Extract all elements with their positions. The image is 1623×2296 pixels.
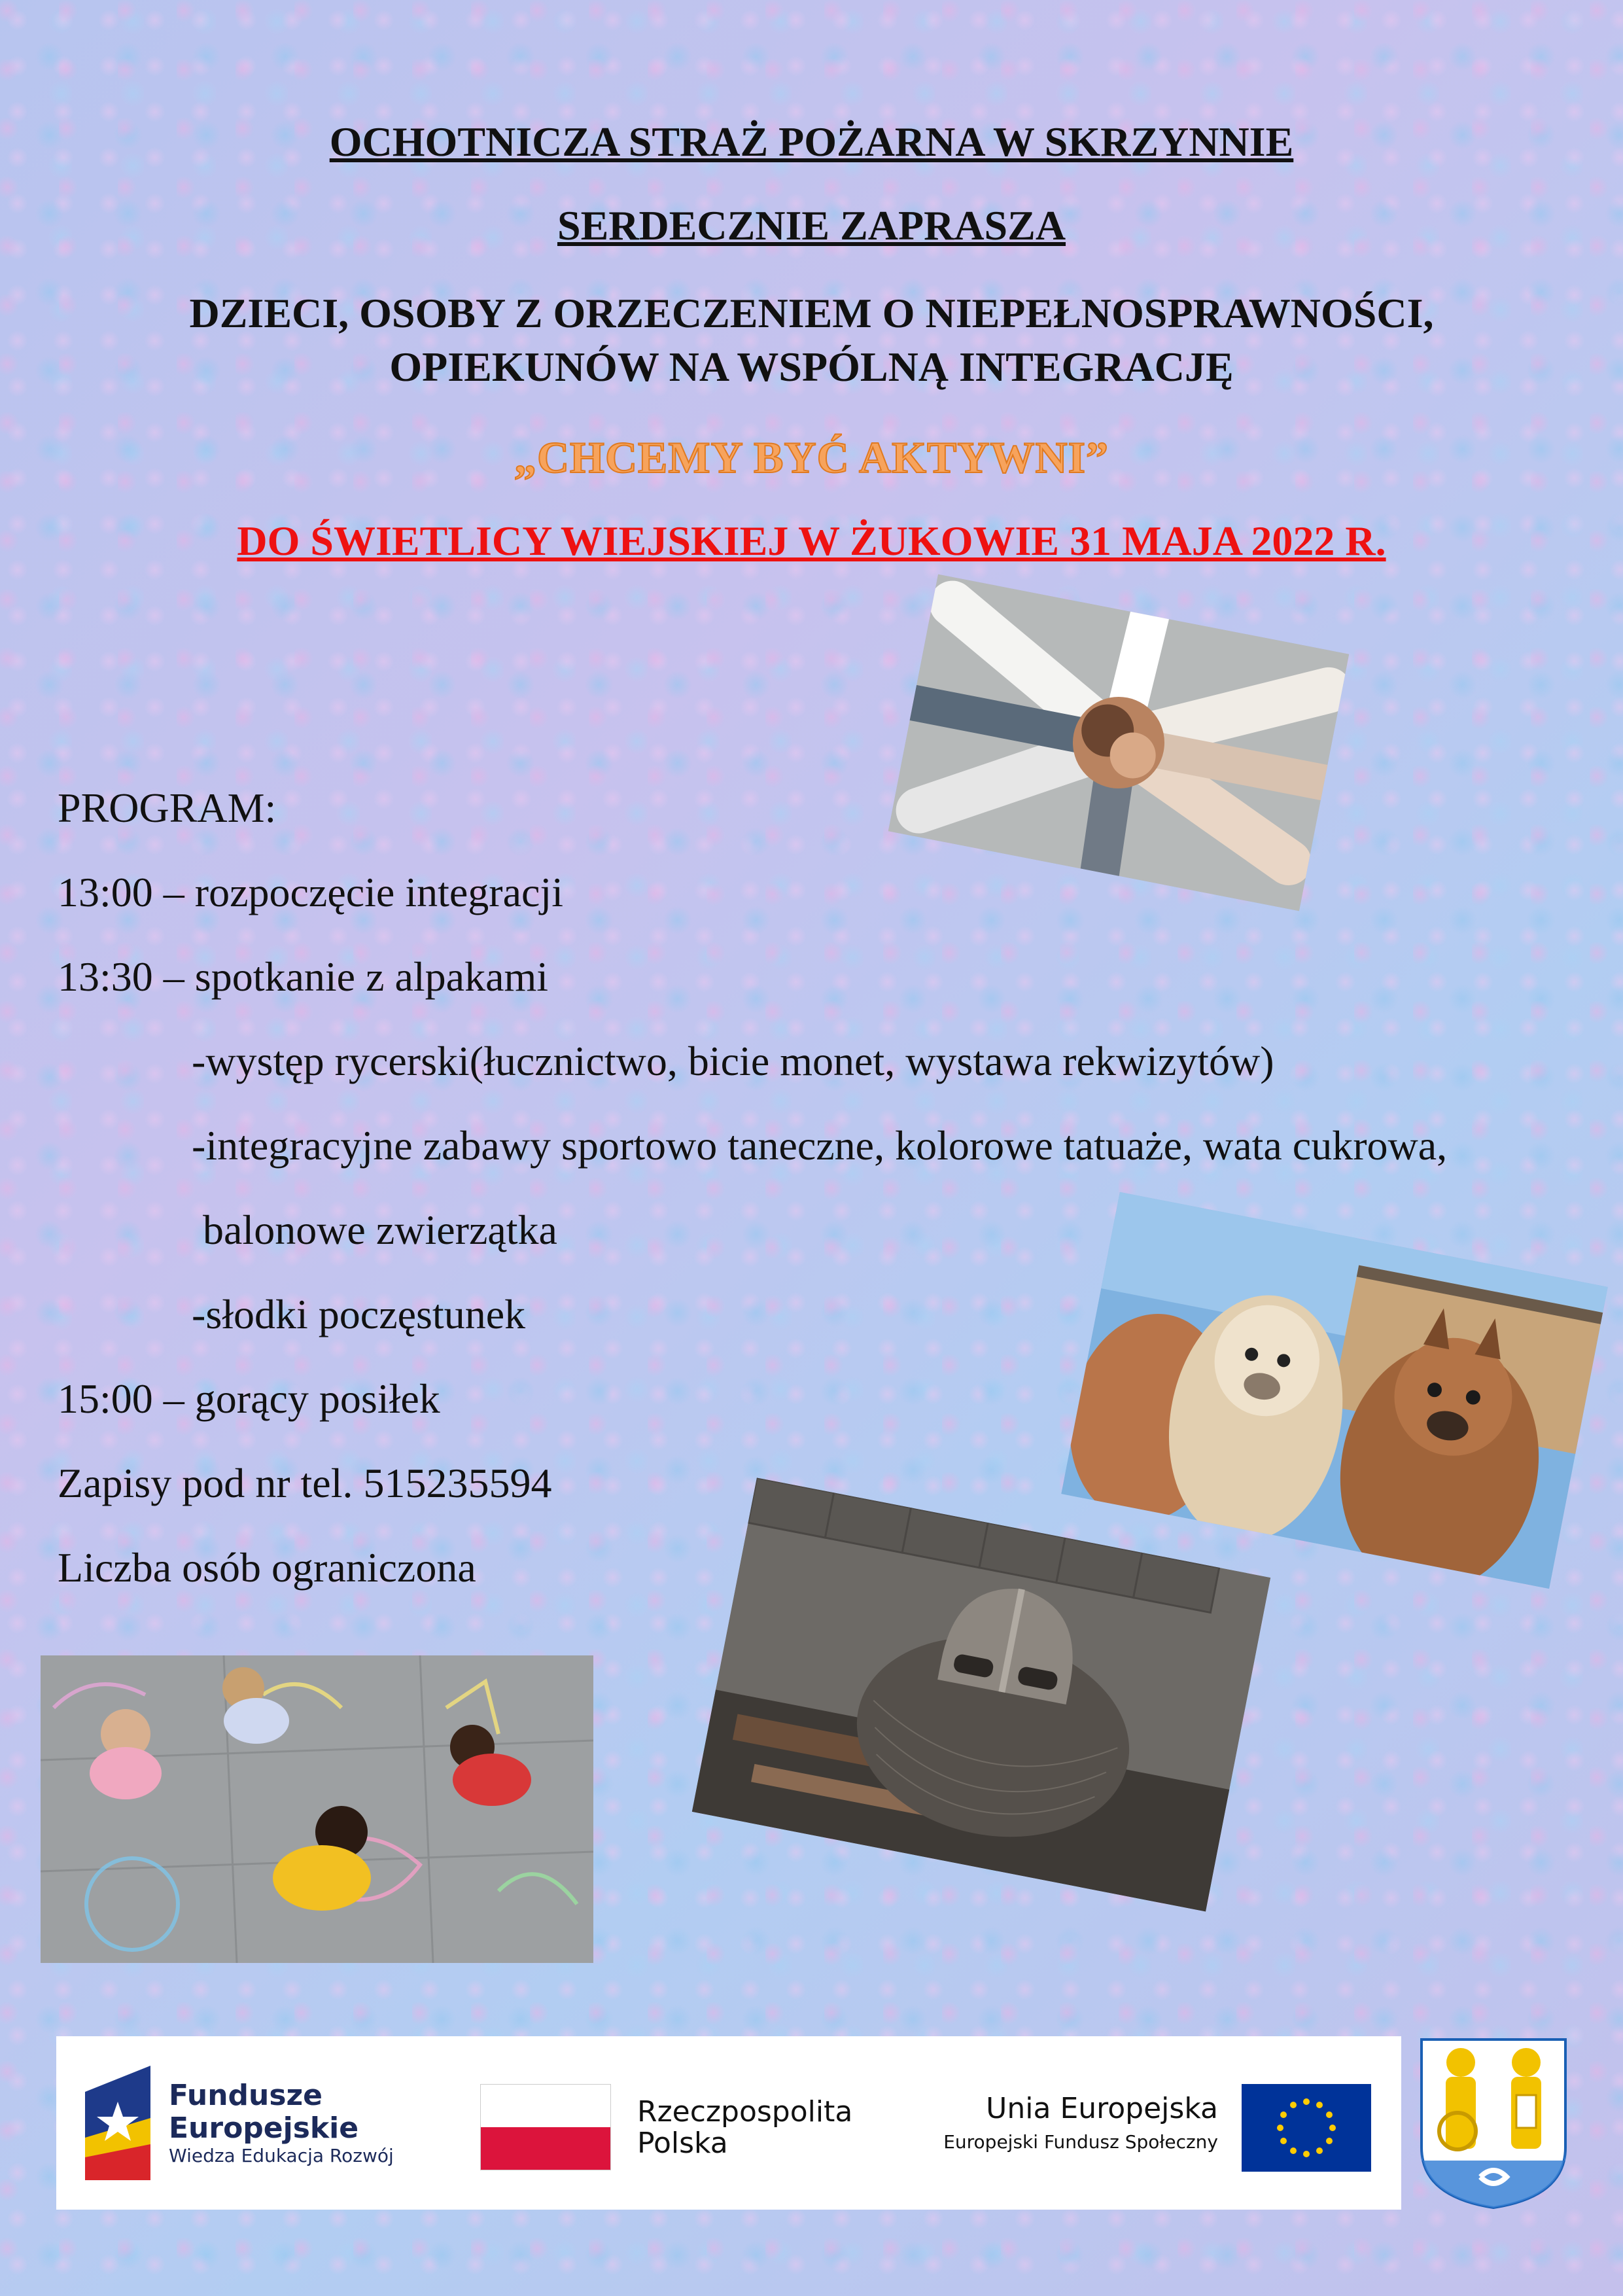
signup-phone: Zapisy pod nr tel. 515235594 — [58, 1460, 552, 1506]
poland-name-line-2: Polska — [637, 2127, 728, 2160]
audience-heading — [0, 287, 1623, 394]
municipal-coat-of-arms-icon — [1418, 2036, 1569, 2210]
eu-fund-name: Europejski Fundusz Społeczny — [943, 2131, 1218, 2153]
invitation-heading: SERDECZNIE ZAPRASZA — [557, 202, 1066, 249]
program-item: -integracyjne zabawy sportowo taneczne, kolorowe tatuaże, wata cukrowa, — [192, 1122, 1448, 1169]
program-item: balonowe zwierzątka — [203, 1207, 557, 1253]
poland-name — [637, 2096, 852, 2159]
program-item: 15:00 – gorący posiłek — [58, 1375, 440, 1422]
program-item: -słodki poczęstunek — [192, 1291, 526, 1337]
poland-flag-icon — [480, 2084, 611, 2170]
fe-subtitle: Wiedza Edukacja Rozwój — [169, 2145, 394, 2166]
fundusze-europejskie-logo-icon — [85, 2066, 150, 2180]
audience-line-2: OPIEKUNÓW NA WSPÓLNĄ INTEGRACJĘ — [389, 344, 1234, 390]
program-item: 13:30 – spotkanie z alpakami — [58, 953, 549, 1000]
eu-flag-icon — [1242, 2084, 1371, 2172]
program-title: PROGRAM: — [58, 785, 277, 831]
program-item: 13:00 – rozpoczęcie integracji — [58, 869, 563, 915]
organizer-heading: OCHOTNICZA STRAŻ POŻARNA W SKRZYNNIE — [329, 118, 1294, 165]
funding-logos-bar — [56, 2036, 1401, 2210]
limited-places-note: Liczba osób ograniczona — [58, 1544, 476, 1591]
poland-name-line-1: Rzeczpospolita — [637, 2095, 853, 2128]
fe-name-line-1: Fundusze — [169, 2079, 323, 2112]
venue-date: DO ŚWIETLICY WIEJSKIEJ W ŻUKOWIE 31 MAJA 2022 R. — [237, 518, 1386, 564]
fe-name — [169, 2079, 358, 2145]
program-item: -występ rycerski(łucznictwo, bicie monet, wystawa rekwizytów) — [192, 1038, 1274, 1084]
fe-name-line-2: Europejskie — [169, 2111, 359, 2145]
audience-line-1: DZIECI, OSOBY Z ORZECZENIEM O NIEPEŁNOSPRAWNOŚCI, — [189, 290, 1434, 336]
event-motto: „CHCEMY BYĆ AKTYWNI” — [514, 433, 1109, 482]
children-chalk-photo — [41, 1655, 593, 1963]
eu-name: Unia Europejska — [986, 2092, 1218, 2125]
